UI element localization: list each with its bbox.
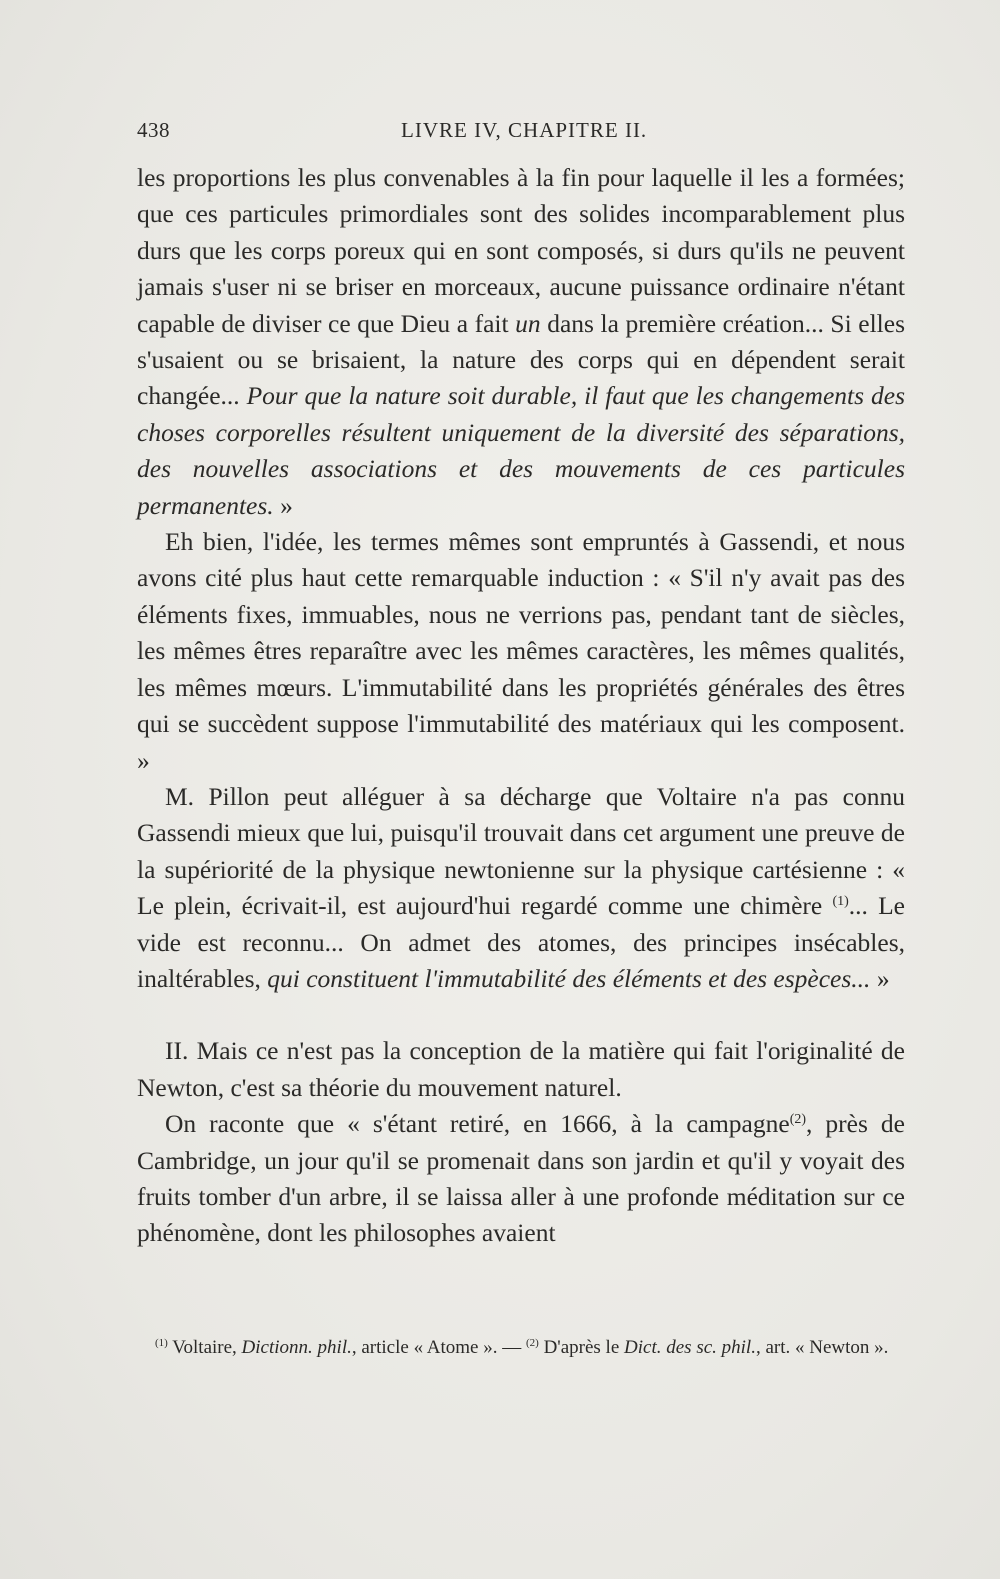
footnote-2-title: Dict. des sc. phil.	[624, 1337, 756, 1358]
paragraph-5-text-cont: , près de Cambridge, un jour qu'il se promenait dans son jardin et qu'il y voyait des fruits tomber d'un arbre, il se laissa aller à une profonde méditation sur ce phénomène, dont les philosophes avaient	[137, 1109, 905, 1248]
paragraph-5	[137, 1106, 905, 1252]
paragraph-1-italic-quote: Pour que la nature soit durable, il faut que les changements des choses corporelles résultent uniquement de la diversité des séparations, des nouvelles associations et des mouvements de ces particules permanentes.	[137, 381, 905, 520]
footnote-1-title: Dictionn. phil.	[241, 1337, 352, 1358]
footnote-2-mark: (2)	[526, 1337, 539, 1349]
footnote-ref-1[interactable]: (1)	[832, 894, 849, 910]
footnotes	[137, 1334, 905, 1361]
paragraph-1-emphasis: un	[515, 308, 541, 338]
footnote-1-mark: (1)	[155, 1337, 168, 1349]
paragraph-3-text: M. Pillon peut alléguer à sa décharge que Voltaire n'a pas connu Gassendi mieux que lui, puisqu'il trouvait dans cet argument une preuve de la supériorité de la physique newtonienne sur la physique cartésienne : « Le plein, écrivait-il, est aujourd'hui regardé comme une chimère	[137, 781, 905, 921]
footnote-1-text: Voltaire,	[167, 1337, 242, 1358]
footnote-line	[137, 1334, 905, 1361]
footnote-2-text-cont: , art. « Newton ».	[755, 1337, 889, 1358]
paragraph-3	[137, 779, 905, 997]
body-text	[137, 160, 905, 1252]
paragraph-1-text: les proportions les plus convenables à la fin pour laquelle il les a formées; que ces particules primordiales sont des solides incomparablement plus durs que les corps poreux qui en sont composés, si durs qu'ils ne peuvent jamais s'user ni se briser en morceaux, aucune puissance ordinaire n'étant capable de diviser ce que Dieu a fait	[137, 163, 905, 338]
paragraph-5-text: On raconte que « s'étant retiré, en 1666, à la campagne	[165, 1109, 790, 1139]
paragraph-4: II. Mais ce n'est pas la conception de la matière qui fait l'originalité de Newton, c'est sa théorie du mouvement naturel.	[137, 1036, 905, 1102]
page-number: 438	[137, 118, 170, 142]
paragraph-3-italic-quote: qui constituent l'immutabilité des éléments et des espèces...	[267, 963, 871, 993]
paragraph-3-close-quote: »	[870, 963, 890, 993]
running-title: LIVRE IV, CHAPITRE II.	[401, 118, 648, 142]
footnote-ref-2[interactable]: (2)	[789, 1112, 807, 1128]
paragraph-1	[137, 160, 905, 524]
paragraph-3-text-cont: ... Le vide est reconnu... On admet des atomes, des principes insécables, inaltérables,	[137, 891, 905, 993]
running-header	[137, 112, 905, 152]
paragraph-2: Eh bien, l'idée, les termes mêmes sont empruntés à Gassendi, et nous avons cité plus haut cette remarquable induction : « S'il n'y avait pas des éléments fixes, immuables, nous ne verrions pas, pendant tant de siècles, les mêmes êtres reparaître avec les mêmes caractères, les mêmes qualités, les mêmes mœurs. L'immutabilité dans les propriétés générales des êtres qui se succèdent suppose l'immutabilité des matériaux qui les composent. »	[137, 527, 905, 775]
footnote-2-text: D'après le	[538, 1337, 625, 1358]
paragraph-1-close-quote: »	[273, 490, 293, 520]
footnote-1-text-cont: , article « Atome ». —	[351, 1337, 526, 1358]
paragraph-1-text-cont: dans la première création... Si elles s'usaient ou se brisaient, la nature des corps qui en dépendent serait changée...	[137, 308, 905, 411]
